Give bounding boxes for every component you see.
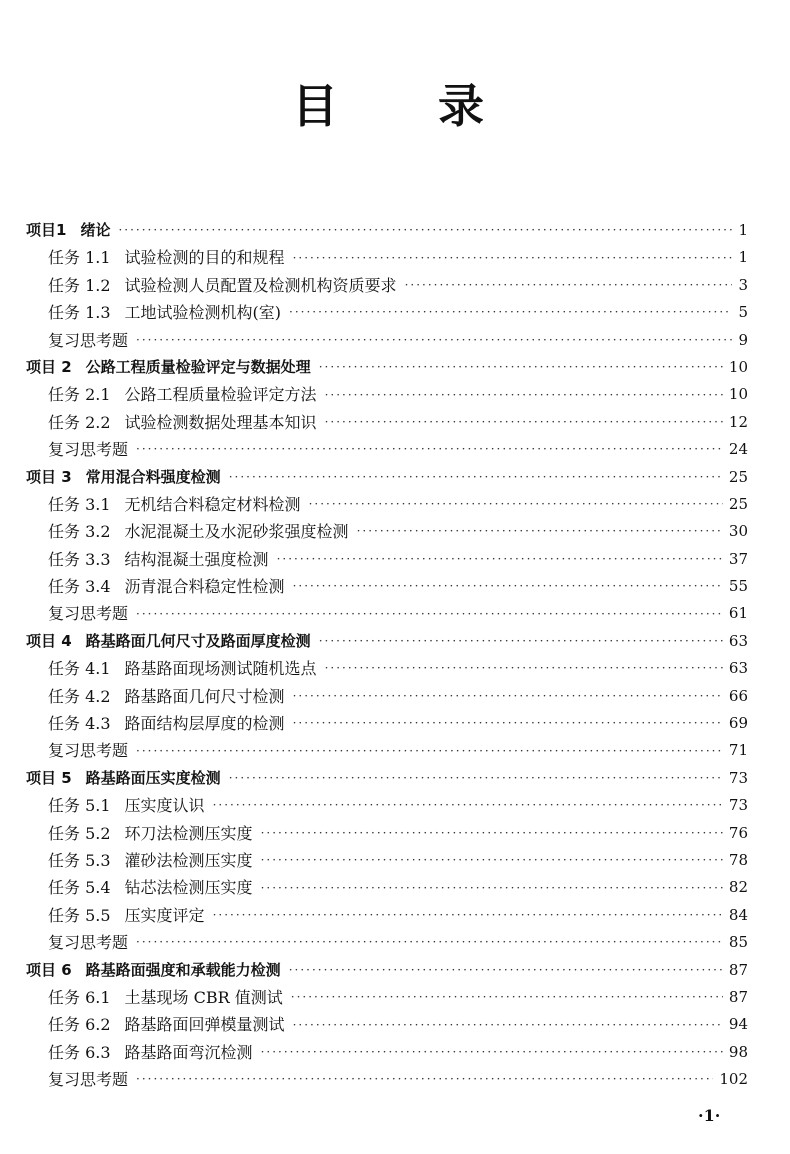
- toc-entry-label: [48, 655, 317, 682]
- toc-section-entry: [26, 792, 748, 819]
- toc-entry-label: [48, 546, 269, 573]
- toc-page-number: 69: [728, 714, 748, 733]
- dot-leader: [261, 1039, 723, 1066]
- dot-leader: [229, 464, 723, 491]
- toc-section-entry: [26, 737, 748, 764]
- toc-section-entry: [26, 573, 748, 600]
- toc-section-entry: [26, 327, 748, 354]
- toc-chapter-entry: [26, 354, 748, 381]
- toc-entry-label: [48, 902, 205, 929]
- toc-entry-label: [48, 874, 253, 901]
- toc-entry-label: [48, 600, 128, 627]
- toc-section-entry: [26, 272, 748, 299]
- toc-section-entry: [26, 710, 748, 737]
- toc-section-entry: [26, 436, 748, 463]
- toc-page-number: 82: [728, 878, 748, 897]
- toc-entry-label: [48, 244, 285, 271]
- toc-entry-label: [48, 1039, 253, 1066]
- toc-entry-title: 复习思考题: [48, 741, 129, 761]
- toc-entry-label: [48, 792, 205, 819]
- toc-entry-title: 路基路面弯沉检测: [124, 1042, 253, 1062]
- toc-chapter-entry: [26, 217, 748, 244]
- dot-leader: [118, 217, 732, 244]
- toc-entry-label: [48, 737, 128, 764]
- dot-leader: [293, 245, 733, 272]
- toc-entry-label: [26, 957, 281, 984]
- toc-entry-label: [48, 820, 253, 847]
- toc-entry-title: 路基路面现场测试随机选点: [124, 659, 317, 679]
- dot-leader: [261, 820, 723, 847]
- toc-entry-title: 公路工程质量检验评定方法: [124, 385, 317, 405]
- toc-page-number: 12: [728, 412, 748, 431]
- toc-page-number: 84: [728, 905, 748, 924]
- dot-leader: [213, 792, 723, 819]
- toc-entry-title: 复习思考题: [48, 933, 129, 953]
- toc-page-number: 1: [738, 248, 748, 267]
- toc-section-entry: [26, 655, 748, 682]
- toc-entry-title: 路基路面几何尺寸及路面厚度检测: [85, 631, 311, 650]
- title-char-2: 录: [438, 79, 484, 133]
- toc-page-number: 61: [728, 604, 748, 623]
- toc-section-entry: [26, 984, 748, 1011]
- toc-entry-label: [48, 1011, 285, 1038]
- dot-leader: [136, 327, 732, 354]
- toc-entry-number: 任务 1.3: [48, 303, 111, 323]
- toc-entry-title: 土基现场 CBR 值测试: [124, 987, 283, 1007]
- toc-entry-title: 结构混凝土强度检测: [124, 549, 269, 569]
- toc-entry-title: 试验检测人员配置及检测机构资质要求: [124, 275, 397, 295]
- toc-entry-label: [48, 491, 301, 518]
- toc-entry-number: 任务 2.2: [48, 412, 111, 432]
- toc-entry-label: [48, 929, 128, 956]
- toc-entry-number: 任务 4.1: [48, 659, 111, 679]
- toc-entry-title: 灌砂法检测压实度: [124, 850, 253, 870]
- toc-page-number: 66: [728, 686, 748, 705]
- dot-leader: [136, 738, 723, 765]
- toc-entry-label: [48, 518, 349, 545]
- toc-entry-title: 试验检测数据处理基本知识: [124, 412, 317, 432]
- toc-page-number: 85: [728, 933, 748, 952]
- toc-section-entry: [26, 847, 748, 874]
- toc-page-number: 5: [738, 303, 748, 322]
- toc-chapter-entry: [26, 765, 748, 792]
- toc-entry-title: 路面结构层厚度的检测: [124, 714, 285, 734]
- toc-page-number: 55: [728, 577, 748, 596]
- toc-entry-number: 任务 5.1: [48, 796, 111, 816]
- toc-page-number: 25: [728, 467, 748, 486]
- toc-entry-label: [48, 272, 397, 299]
- toc-section-entry: [26, 1066, 748, 1093]
- dot-leader: [136, 929, 723, 956]
- toc-entry-number: 任务 1.1: [48, 248, 111, 268]
- toc-page-number: 102: [719, 1070, 748, 1089]
- dot-leader: [357, 518, 723, 545]
- toc-entry-number: 任务 4.3: [48, 714, 111, 734]
- toc-page-number: 87: [728, 987, 748, 1006]
- toc-entry-number: 项目 6: [26, 960, 72, 979]
- table-of-contents: [26, 217, 748, 1094]
- toc-entry-number: 任务 3.4: [48, 577, 111, 597]
- toc-entry-title: 压实度评定: [124, 905, 205, 925]
- dot-leader: [325, 382, 723, 409]
- toc-entry-title: 压实度认识: [124, 796, 205, 816]
- toc-section-entry: [26, 600, 748, 627]
- toc-section-entry: [26, 491, 748, 518]
- toc-page-number: 25: [728, 494, 748, 513]
- toc-entry-label: [48, 299, 281, 326]
- toc-entry-label: [26, 354, 311, 381]
- toc-entry-number: 任务 3.2: [48, 522, 111, 542]
- toc-entry-label: [48, 847, 253, 874]
- toc-entry-title: 路基路面回弹模量测试: [124, 1015, 285, 1035]
- dot-leader: [136, 436, 723, 463]
- dot-leader: [289, 957, 723, 984]
- toc-page-number: 3: [738, 275, 748, 294]
- toc-entry-title: 工地试验检测机构(室): [124, 303, 282, 323]
- dot-leader: [277, 546, 723, 573]
- dot-leader: [325, 409, 723, 436]
- dot-leader: [293, 573, 723, 600]
- toc-section-entry: [26, 1011, 748, 1038]
- toc-entry-number: 任务 1.2: [48, 275, 111, 295]
- dot-leader: [319, 628, 723, 655]
- toc-section-entry: [26, 518, 748, 545]
- toc-page-number: 71: [728, 741, 748, 760]
- toc-entry-number: 项目 5: [26, 768, 72, 787]
- dot-leader: [289, 299, 732, 326]
- toc-section-entry: [26, 1039, 748, 1066]
- toc-section-entry: [26, 546, 748, 573]
- dot-leader: [293, 1012, 723, 1039]
- toc-entry-label: [48, 573, 285, 600]
- page-title: [0, 76, 790, 136]
- toc-entry-title: 复习思考题: [48, 440, 129, 460]
- toc-entry-title: 环刀法检测压实度: [124, 823, 253, 843]
- toc-page-number: 63: [728, 631, 748, 650]
- toc-entry-title: 路基路面几何尺寸检测: [124, 686, 285, 706]
- toc-entry-title: 无机结合料稳定材料检测: [124, 494, 301, 514]
- toc-entry-number: 任务 2.1: [48, 385, 111, 405]
- toc-section-entry: [26, 409, 748, 436]
- toc-entry-label: [48, 409, 317, 436]
- toc-entry-number: 任务 5.5: [48, 905, 111, 925]
- toc-entry-number: 项目 4: [26, 631, 72, 650]
- toc-entry-title: 复习思考题: [48, 1070, 129, 1090]
- toc-entry-title: 路基路面压实度检测: [85, 768, 221, 787]
- toc-entry-number: 任务 5.2: [48, 823, 111, 843]
- toc-section-entry: [26, 820, 748, 847]
- toc-section-entry: [26, 902, 748, 929]
- toc-page-number: 87: [728, 960, 748, 979]
- toc-entry-label: [48, 683, 285, 710]
- toc-entry-label: [48, 436, 128, 463]
- dot-leader: [261, 875, 723, 902]
- toc-entry-number: 任务 6.1: [48, 987, 111, 1007]
- toc-page-number: 1: [738, 221, 748, 239]
- title-char-1: 目: [292, 79, 338, 133]
- toc-entry-title: 常用混合料强度检测: [85, 467, 221, 486]
- toc-section-entry: [26, 683, 748, 710]
- toc-entry-number: 项目 2: [26, 357, 72, 376]
- toc-chapter-entry: [26, 628, 748, 655]
- toc-page-number: 10: [728, 385, 748, 404]
- dot-leader: [136, 601, 723, 628]
- toc-entry-number: 任务 3.1: [48, 494, 111, 514]
- dot-leader: [291, 984, 723, 1011]
- toc-entry-label: [48, 710, 285, 737]
- toc-entry-title: 沥青混合料稳定性检测: [124, 577, 285, 597]
- toc-entry-number: 任务 5.4: [48, 878, 111, 898]
- toc-entry-title: 试验检测的目的和规程: [124, 248, 285, 268]
- toc-page-number: 63: [728, 659, 748, 678]
- toc-page-number: 9: [738, 330, 748, 349]
- dot-leader: [405, 272, 733, 299]
- toc-section-entry: [26, 381, 748, 408]
- dot-leader: [229, 765, 723, 792]
- toc-page-number: 76: [728, 823, 748, 842]
- dot-leader: [319, 354, 723, 381]
- toc-entry-title: 公路工程质量检验评定与数据处理: [85, 357, 311, 376]
- dot-leader: [325, 655, 723, 682]
- toc-entry-number: 任务 5.3: [48, 850, 111, 870]
- toc-section-entry: [26, 299, 748, 326]
- toc-entry-label: [48, 381, 317, 408]
- toc-page-number: 37: [728, 549, 748, 568]
- toc-entry-title: 钻芯法检测压实度: [124, 878, 253, 898]
- toc-page-number: 78: [728, 850, 748, 869]
- toc-entry-number: 任务 6.2: [48, 1015, 111, 1035]
- dot-leader: [261, 847, 723, 874]
- toc-entry-label: [26, 464, 221, 491]
- toc-entry-title: 复习思考题: [48, 604, 129, 624]
- toc-chapter-entry: [26, 464, 748, 491]
- toc-entry-label: [26, 765, 221, 792]
- toc-entry-title: 路基路面强度和承载能力检测: [85, 960, 281, 979]
- toc-chapter-entry: [26, 957, 748, 984]
- toc-entry-label: [48, 984, 283, 1011]
- toc-section-entry: [26, 929, 748, 956]
- toc-entry-label: [48, 1066, 128, 1093]
- toc-page-number: 73: [728, 796, 748, 815]
- toc-entry-number: 项目 3: [26, 467, 72, 486]
- toc-section-entry: [26, 874, 748, 901]
- toc-page-number: 98: [728, 1042, 748, 1061]
- toc-page-number: 30: [728, 522, 748, 541]
- dot-leader: [309, 491, 723, 518]
- toc-entry-label: [26, 628, 311, 655]
- toc-entry-title: 复习思考题: [48, 330, 129, 350]
- dot-leader: [293, 710, 723, 737]
- toc-page-number: 94: [728, 1015, 748, 1034]
- toc-entry-number: 项目1: [26, 221, 67, 239]
- toc-section-entry: [26, 244, 748, 271]
- toc-entry-label: [26, 217, 110, 244]
- toc-page-number: 73: [728, 768, 748, 787]
- toc-entry-title: 绪论: [80, 221, 111, 239]
- toc-entry-title: 水泥混凝土及水泥砂浆强度检测: [124, 522, 349, 542]
- toc-entry-number: 任务 4.2: [48, 686, 111, 706]
- toc-entry-number: 任务 3.3: [48, 549, 111, 569]
- dot-leader: [293, 683, 723, 710]
- page-number: ·1·: [698, 1106, 721, 1125]
- dot-leader: [213, 902, 723, 929]
- dot-leader: [136, 1066, 713, 1093]
- toc-page-number: 24: [728, 440, 748, 459]
- toc-page-number: 10: [728, 357, 748, 376]
- toc-entry-number: 任务 6.3: [48, 1042, 111, 1062]
- toc-entry-label: [48, 327, 128, 354]
